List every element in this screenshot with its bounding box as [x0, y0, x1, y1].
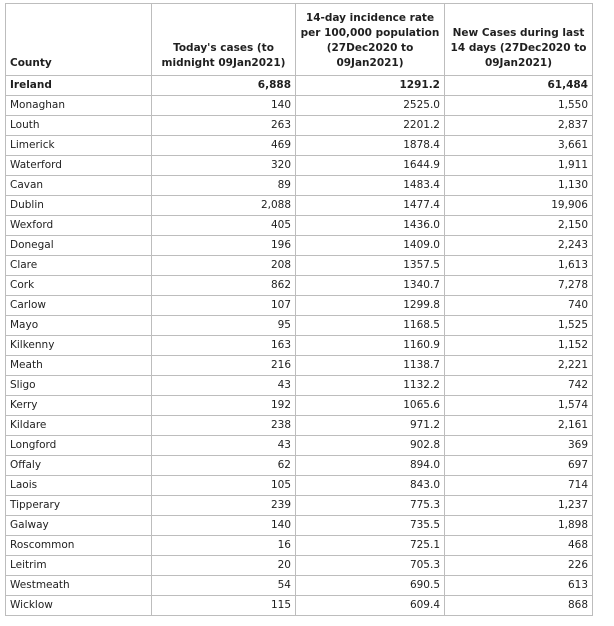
- table-row: [6, 596, 593, 616]
- new-cases-cell: 1,574: [445, 396, 593, 416]
- todays-cases-cell: 95: [152, 316, 296, 336]
- todays-cases-cell: 263: [152, 116, 296, 136]
- table-row: [6, 496, 593, 516]
- new-cases-cell: 2,221: [445, 356, 593, 376]
- new-cases-cell: 1,237: [445, 496, 593, 516]
- incidence-rate-cell: 843.0: [296, 476, 445, 496]
- todays-cases-cell: 105: [152, 476, 296, 496]
- county-name-cell: Cavan: [6, 176, 152, 196]
- todays-cases-cell: 862: [152, 276, 296, 296]
- todays-cases-cell: 140: [152, 96, 296, 116]
- county-name-cell: Galway: [6, 516, 152, 536]
- county-name-cell: Longford: [6, 436, 152, 456]
- todays-cases-cell: 196: [152, 236, 296, 256]
- incidence-rate-cell: 971.2: [296, 416, 445, 436]
- new-cases-cell: 1,911: [445, 156, 593, 176]
- incidence-rate-cell: 1644.9: [296, 156, 445, 176]
- new-cases-cell: 613: [445, 576, 593, 596]
- incidence-rate-header: 14-day incidence rate per 100,000 population (27Dec2020 to 09Jan2021): [296, 4, 445, 76]
- county-name-cell: Dublin: [6, 196, 152, 216]
- todays-cases-cell: 140: [152, 516, 296, 536]
- incidence-rate-cell: 902.8: [296, 436, 445, 456]
- new-cases-cell: 7,278: [445, 276, 593, 296]
- county-name-cell: Monaghan: [6, 96, 152, 116]
- new-cases-cell: 2,150: [445, 216, 593, 236]
- incidence-rate-cell: 1160.9: [296, 336, 445, 356]
- table-row: [6, 556, 593, 576]
- county-name-cell: Louth: [6, 116, 152, 136]
- new-cases-cell: 1,525: [445, 316, 593, 336]
- table-container: [5, 3, 593, 616]
- header-row: [6, 4, 593, 76]
- todays-cases-cell: 320: [152, 156, 296, 176]
- incidence-rate-cell: 1132.2: [296, 376, 445, 396]
- todays-cases-cell: 16: [152, 536, 296, 556]
- table-row: [6, 216, 593, 236]
- new-cases-cell: 226: [445, 556, 593, 576]
- todays-cases-cell: 54: [152, 576, 296, 596]
- table-row: [6, 176, 593, 196]
- incidence-rate-cell: 1340.7: [296, 276, 445, 296]
- county-name-cell: Donegal: [6, 236, 152, 256]
- new-cases-cell: 2,161: [445, 416, 593, 436]
- incidence-rate-cell: 2201.2: [296, 116, 445, 136]
- table-row: [6, 356, 593, 376]
- county-name-cell: Meath: [6, 356, 152, 376]
- table-row: [6, 136, 593, 156]
- county-name-cell: Roscommon: [6, 536, 152, 556]
- new-cases-cell: 742: [445, 376, 593, 396]
- county-name-cell: Wexford: [6, 216, 152, 236]
- incidence-rate-cell: 1483.4: [296, 176, 445, 196]
- new-cases-cell: 3,661: [445, 136, 593, 156]
- incidence-rate-cell: 894.0: [296, 456, 445, 476]
- table-row: [6, 576, 593, 596]
- county-name-cell: Limerick: [6, 136, 152, 156]
- incidence-rate-cell: 609.4: [296, 596, 445, 616]
- todays-cases-cell: 238: [152, 416, 296, 436]
- todays-cases-cell: 89: [152, 176, 296, 196]
- table-row: [6, 456, 593, 476]
- county-name-cell: Mayo: [6, 316, 152, 336]
- table-row: [6, 476, 593, 496]
- incidence-rate-cell: 725.1: [296, 536, 445, 556]
- table-row: [6, 316, 593, 336]
- incidence-rate-cell: 1878.4: [296, 136, 445, 156]
- todays-cases-cell: 107: [152, 296, 296, 316]
- incidence-rate-cell: 1168.5: [296, 316, 445, 336]
- county-name-cell: Cork: [6, 276, 152, 296]
- county-cases-table: [5, 3, 593, 616]
- todays-cases-cell: 208: [152, 256, 296, 276]
- county-name-cell: Ireland: [6, 76, 152, 96]
- incidence-rate-cell: 705.3: [296, 556, 445, 576]
- county-name-cell: Carlow: [6, 296, 152, 316]
- table-row: [6, 96, 593, 116]
- new-cases-cell: 2,837: [445, 116, 593, 136]
- county-name-cell: Westmeath: [6, 576, 152, 596]
- new-cases-cell: 1,130: [445, 176, 593, 196]
- table-row: [6, 416, 593, 436]
- todays-cases-cell: 115: [152, 596, 296, 616]
- county-name-cell: Wicklow: [6, 596, 152, 616]
- table-row: [6, 336, 593, 356]
- new-cases-header: New Cases during last 14 days (27Dec2020 to 09Jan2021): [445, 4, 593, 76]
- incidence-rate-cell: 1299.8: [296, 296, 445, 316]
- table-row: [6, 396, 593, 416]
- incidence-rate-cell: 735.5: [296, 516, 445, 536]
- new-cases-cell: 369: [445, 436, 593, 456]
- incidence-rate-cell: 1357.5: [296, 256, 445, 276]
- new-cases-cell: 468: [445, 536, 593, 556]
- new-cases-cell: 1,152: [445, 336, 593, 356]
- todays-cases-cell: 163: [152, 336, 296, 356]
- new-cases-cell: 740: [445, 296, 593, 316]
- table-row: [6, 156, 593, 176]
- county-name-cell: Waterford: [6, 156, 152, 176]
- national-total-row: [6, 76, 593, 96]
- new-cases-cell: 1,613: [445, 256, 593, 276]
- table-body: [6, 76, 593, 616]
- county-name-cell: Clare: [6, 256, 152, 276]
- todays-cases-cell: 469: [152, 136, 296, 156]
- incidence-rate-cell: 690.5: [296, 576, 445, 596]
- incidence-rate-cell: 1291.2: [296, 76, 445, 96]
- incidence-rate-cell: 1436.0: [296, 216, 445, 236]
- table-row: [6, 276, 593, 296]
- new-cases-cell: 19,906: [445, 196, 593, 216]
- new-cases-cell: 1,898: [445, 516, 593, 536]
- todays-cases-cell: 405: [152, 216, 296, 236]
- table-row: [6, 296, 593, 316]
- new-cases-cell: 697: [445, 456, 593, 476]
- county-name-cell: Laois: [6, 476, 152, 496]
- county-name-cell: Kilkenny: [6, 336, 152, 356]
- county-name-cell: Sligo: [6, 376, 152, 396]
- new-cases-cell: 1,550: [445, 96, 593, 116]
- county-name-cell: Leitrim: [6, 556, 152, 576]
- table-row: [6, 516, 593, 536]
- todays-cases-cell: 216: [152, 356, 296, 376]
- table-row: [6, 116, 593, 136]
- incidence-rate-cell: 1065.6: [296, 396, 445, 416]
- todays-cases-cell: 239: [152, 496, 296, 516]
- table-row: [6, 536, 593, 556]
- county-name-cell: Tipperary: [6, 496, 152, 516]
- table-row: [6, 236, 593, 256]
- todays-cases-cell: 62: [152, 456, 296, 476]
- todays-cases-cell: 6,888: [152, 76, 296, 96]
- todays-cases-header: Today's cases (to midnight 09Jan2021): [152, 4, 296, 76]
- county-header: County: [6, 4, 152, 76]
- new-cases-cell: 714: [445, 476, 593, 496]
- incidence-rate-cell: 775.3: [296, 496, 445, 516]
- todays-cases-cell: 43: [152, 436, 296, 456]
- county-name-cell: Kildare: [6, 416, 152, 436]
- new-cases-cell: 61,484: [445, 76, 593, 96]
- county-name-cell: Kerry: [6, 396, 152, 416]
- incidence-rate-cell: 2525.0: [296, 96, 445, 116]
- todays-cases-cell: 192: [152, 396, 296, 416]
- table-row: [6, 376, 593, 396]
- new-cases-cell: 868: [445, 596, 593, 616]
- table-row: [6, 256, 593, 276]
- county-name-cell: Offaly: [6, 456, 152, 476]
- table-row: [6, 436, 593, 456]
- todays-cases-cell: 20: [152, 556, 296, 576]
- incidence-rate-cell: 1477.4: [296, 196, 445, 216]
- table-row: [6, 196, 593, 216]
- new-cases-cell: 2,243: [445, 236, 593, 256]
- todays-cases-cell: 43: [152, 376, 296, 396]
- incidence-rate-cell: 1138.7: [296, 356, 445, 376]
- todays-cases-cell: 2,088: [152, 196, 296, 216]
- incidence-rate-cell: 1409.0: [296, 236, 445, 256]
